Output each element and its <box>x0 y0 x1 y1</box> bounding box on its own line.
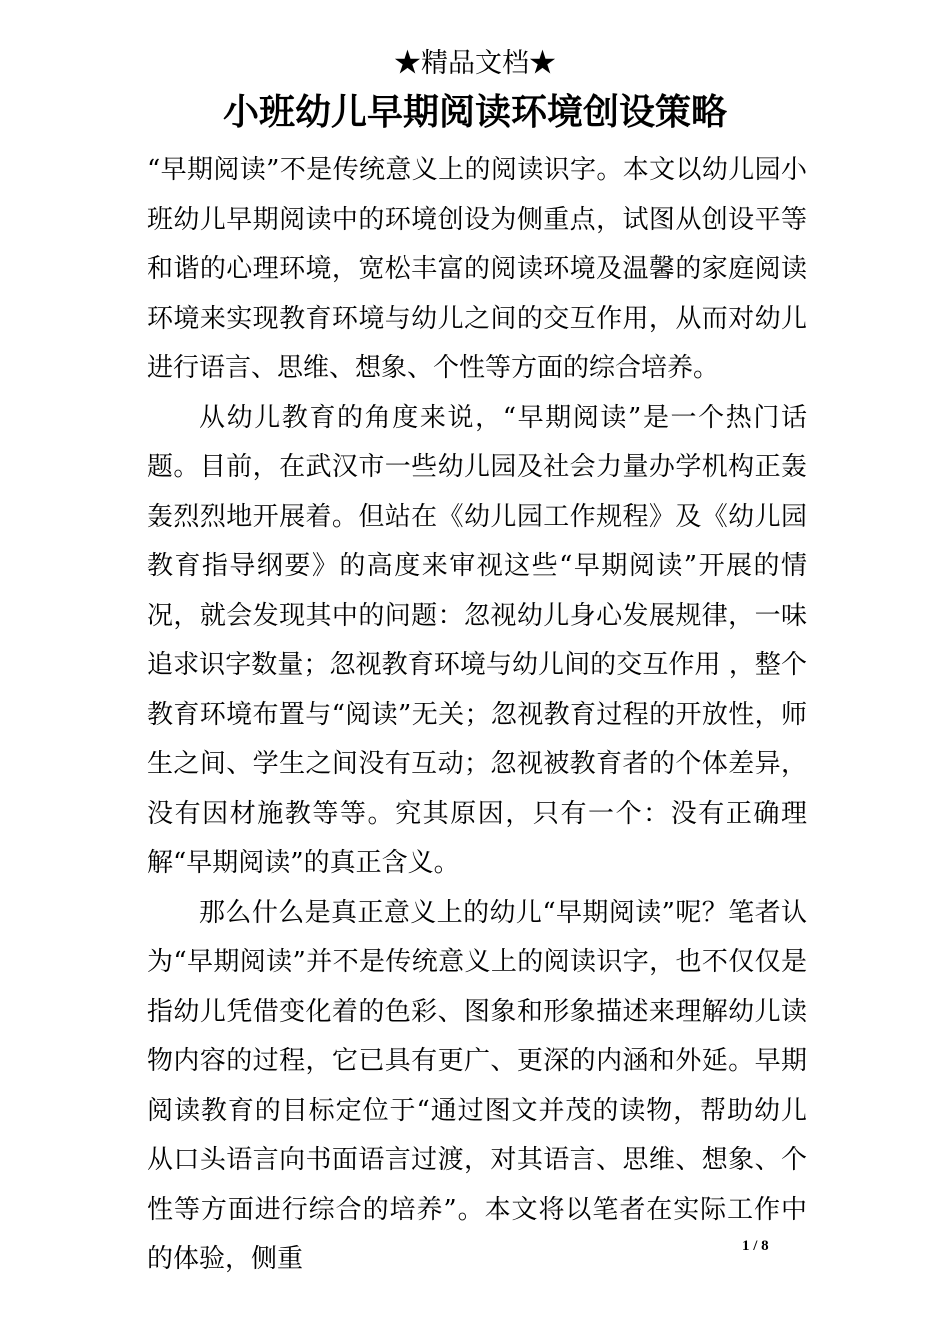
body-text <box>147 146 807 1285</box>
paragraph-1: “早期阅读”不是传统意义上的阅读识字。本文以幼儿园小班幼儿早期阅读中的环境创设为侧重点，试图从创设平等和谐的心理环境，宽松丰富的阅读环境及温馨的家庭阅读环境来实现教育环境与幼儿之间的交互作用，从而对幼儿进行语言、思维、想象、个性等方面的综合培养。 <box>147 155 807 383</box>
paragraph-3: 那么什么是真正意义上的幼儿“早期阅读”呢？笔者认为“早期阅读”并不是传统意义上的阅读识字，也不仅仅是指幼儿凭借变化着的色彩、图象和形象描述来理解幼儿读物内容的过程，它已具有更广、更深的内涵和外延。早期阅读教育的目标定位于“通过图文并茂的读物，帮助幼儿从口头语言向书面语言过渡，对其语言、思维、想象、个性等方面进行综合的培养”。本文将以笔者在实际工作中的体验，侧重 <box>147 897 807 1274</box>
document-title: 小班幼儿早期阅读环境创设策略 <box>222 91 727 133</box>
page-number: 1 / 8 <box>742 1238 769 1254</box>
paragraph-2: 从幼儿教育的角度来说，“早期阅读”是一个热门话题。目前，在武汉市一些幼儿园及社会力量办学机构正轰轰烈烈地开展着。但站在《幼儿园工作规程》及《幼儿园教育指导纲要》的高度来审视这些“早期阅读”开展的情况，就会发现其中的问题：忽视幼儿身心发展规律，一味追求识字数量；忽视教育环境与幼儿间的交互作用 ，整个教育环境布置与“阅读”无关；忽视教育过程的开放性，师生之间、学生之间没有互动；忽视被教育者的个体差异，没有因材施教等等。究其原因，只有一个：没有正确理解“早期阅读”的真正含义。 <box>147 402 807 878</box>
header-mark: ★精品文档★ <box>394 48 556 79</box>
